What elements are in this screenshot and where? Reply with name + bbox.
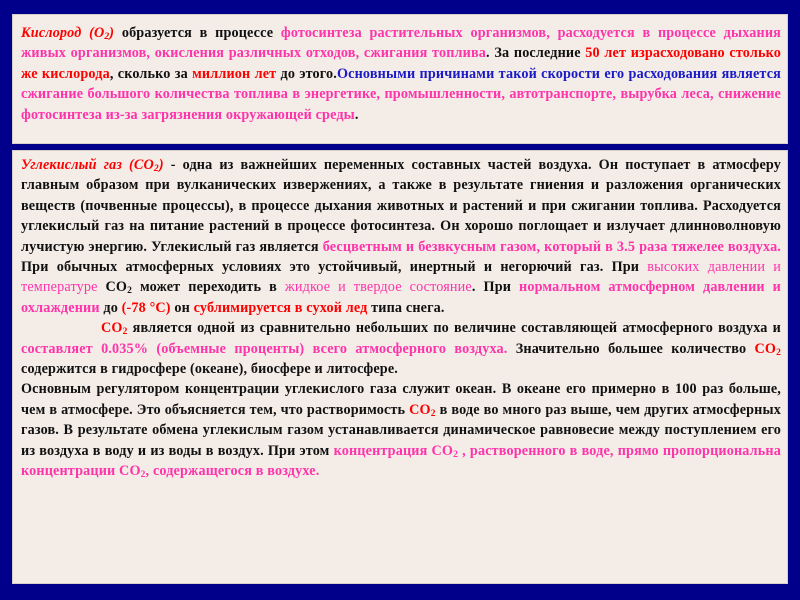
co2-p1-text-2: При обычных атмосферных условиях это устойчивый, инертный и негорючий газ. При xyxy=(21,259,648,276)
co2-highlight-concentration: концентрация $СО_2$ , растворенного в воде, прямо пропорциональна концентрации $СО_2$, содержащегося в воздухе. xyxy=(21,442,781,481)
co2-p3-text-2: в воде во много раз выше, чем других атмосферных газов. В результате обмена углекислым газом устанавливается динамическое равновесие между поступлением его из воздуха в воду и из воды в воздух. При этом xyxy=(21,401,781,459)
oxygen-text-2: . За последние xyxy=(486,45,586,62)
co2-p2-formula: $СО_2$ xyxy=(754,340,781,358)
co2-p2-text-1: является одной из сравнительно небольших по величине составляющей атмосферного воздуха и xyxy=(127,320,781,337)
co2-highlight-sublimation: сублимируется в сухой лед xyxy=(193,299,368,316)
co2-p1-text-5: . При xyxy=(471,279,520,296)
co2-highlight-percentage: составляет 0.035% (объемные проценты) всего атмосферного воздуха. xyxy=(21,340,508,357)
oxygen-highlight-burning: сжигание большого количества топлива в энергетике, промышленности, автотранспорте, вырубка леса, снижение фотосинтеза из-за загрязнения окружающей среды xyxy=(21,86,781,123)
oxygen-highlight-50-years: 50 лет израсходовано столько же кислорода xyxy=(21,45,781,82)
co2-p2-text-2: Значительно большее количество xyxy=(507,340,755,357)
co2-p1-text-4: может переходить в xyxy=(132,279,285,296)
oxygen-highlight-photosynthesis: фотосинтеза растительных организмов, расходуется в процессе дыхания живых организмов, окисления различных отходов, сжигания топлива xyxy=(21,25,782,62)
oxygen-text-1: образуется в процессе xyxy=(114,25,281,41)
co2-paragraph-3 xyxy=(21,379,781,481)
co2-highlight-pressure: высоких давлении и температуре xyxy=(21,259,781,296)
oxygen-term: Кислород $(О_2)$ xyxy=(21,25,115,42)
co2-p2-lead: $СО_2$ xyxy=(101,320,128,338)
co2-p1-text-7: он xyxy=(170,299,194,316)
co2-paragraph-2 xyxy=(21,318,781,379)
co2-term: Углекислый газ $(СО_2)$ xyxy=(21,157,164,174)
co2-p1-text-6: до xyxy=(99,299,122,316)
oxygen-panel xyxy=(12,14,788,144)
co2-paragraph-1 xyxy=(21,155,781,318)
co2-p1-text-8: типа снега. xyxy=(367,299,445,316)
co2-highlight-temperature: (-78 °С) xyxy=(121,299,171,316)
co2-highlight-colorless: бесцветным и безвкусным газом, который в 3.5 раза тяжелее воздуха. xyxy=(322,238,782,255)
co2-p1-text-3: $СО_2$ xyxy=(97,279,132,297)
oxygen-text-3: , сколько за xyxy=(109,65,193,82)
co2-p3-text-1: Основным регулятором концентрации углекислого газа служит океан. В океане его примерно в 100 раз больше, чем в атмосфере. Это объясняется тем, что растворимость xyxy=(21,381,781,418)
co2-p1-text-1: - одна из важнейших переменных составных частей воздуха. Он поступает в атмосферу главным образом при вулканических извержениях, а также в результате гниения и разложения органических веществ (почвенные процессы), в процессе дыхания животных и растений и при сжигании топлива. Расходуется углекислый газ на питание растений в процессе фотосинтеза. Он хорошо поглощает и излучает длинноволновую лучистую энергию. Углекислый газ является xyxy=(21,157,782,255)
co2-highlight-liquid: жидкое и твердое состояние xyxy=(284,279,472,296)
oxygen-highlight-million: миллион лет xyxy=(192,65,277,82)
co2-highlight-normal-pressure: нормальном атмосферном давлении и охлаждении xyxy=(21,279,781,316)
co2-p2-text-3: содержится в гидросфере (океане), биосфере и литосфере. xyxy=(21,361,398,378)
oxygen-text-6: . xyxy=(354,106,359,123)
co2-panel xyxy=(12,150,788,584)
oxygen-text-4: до этого. xyxy=(276,65,337,82)
oxygen-paragraph xyxy=(21,23,781,125)
oxygen-reasons: Основными причинами такой скорости его расходования является xyxy=(336,65,781,82)
co2-p3-formula: $СО_2$ xyxy=(409,401,436,419)
